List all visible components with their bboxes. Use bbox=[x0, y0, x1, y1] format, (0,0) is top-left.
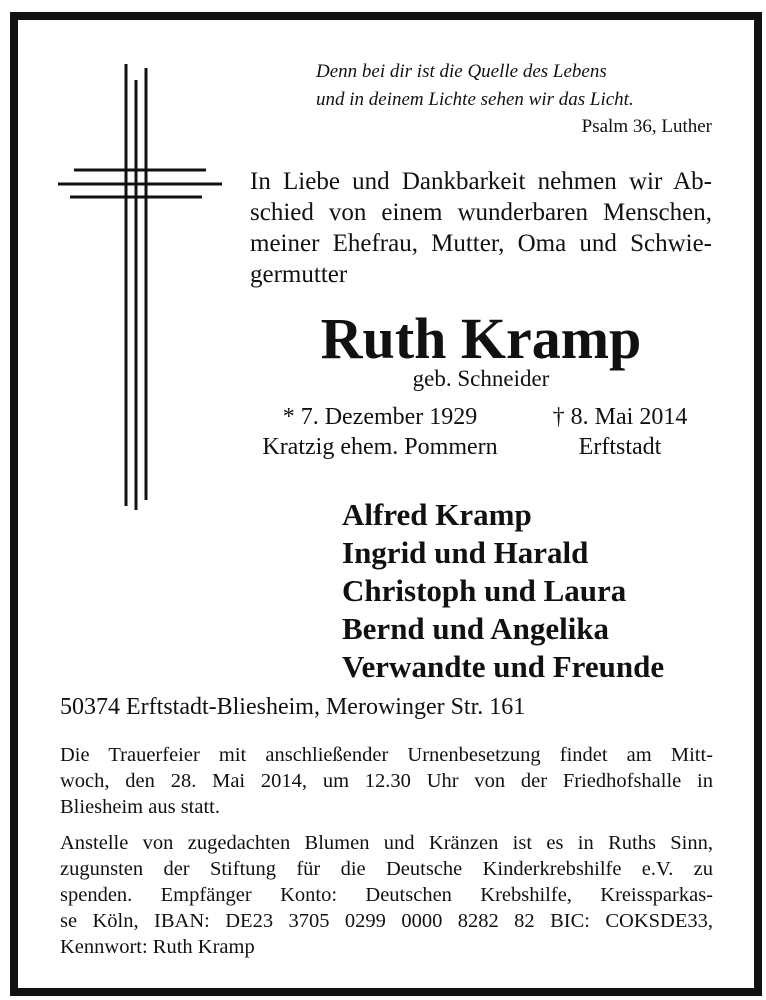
donation-notice bbox=[60, 830, 713, 960]
intro-line: germutter bbox=[250, 261, 348, 288]
mourner-name: Christoph und Laura bbox=[342, 573, 627, 608]
bible-verse bbox=[316, 58, 660, 114]
birth-date: * 7. Dezember 1929 bbox=[282, 404, 478, 430]
verse-line: Denn bei dir ist die Quelle des Lebens bbox=[316, 61, 607, 82]
death-place: Erftstadt bbox=[578, 434, 662, 460]
mourner-name: Verwandte und Freunde bbox=[342, 649, 665, 684]
donation-line: zugunsten der Stiftung für die Deutsche Kinderkrebshilfe e.V. zu bbox=[60, 858, 713, 880]
verse-source: Psalm 36, Luther bbox=[581, 116, 712, 137]
verse-line: und in deinem Lichte sehen wir das Licht. bbox=[316, 89, 634, 110]
intro-line: meiner Ehefrau, Mutter, Oma und Schwie- bbox=[250, 230, 712, 257]
intro-text bbox=[250, 166, 712, 290]
birth-place: Kratzig ehem. Pommern bbox=[262, 434, 498, 460]
mourner-name: Ingrid und Harald bbox=[342, 535, 589, 570]
donation-line: se Köln, IBAN: DE23 3705 0299 0000 8282 82 BIC: COKSDE33, bbox=[60, 910, 713, 932]
death-info bbox=[550, 402, 690, 462]
family-address: 50374 Erftstadt-Bliesheim, Merowinger Str. 161 bbox=[60, 694, 526, 720]
deceased-name: Ruth Kramp bbox=[320, 306, 642, 371]
mourner-name: Alfred Kramp bbox=[342, 497, 532, 532]
birth-info bbox=[250, 402, 510, 462]
donation-line: Anstelle von zugedachten Blumen und Kränzen ist es in Ruths Sinn, bbox=[60, 832, 713, 854]
funeral-line: Bliesheim aus statt. bbox=[60, 796, 220, 818]
donation-line: Kennwort: Ruth Kramp bbox=[60, 936, 255, 958]
funeral-line: Die Trauerfeier mit anschließender Urnenbesetzung findet am Mitt- bbox=[60, 744, 713, 766]
cross-icon bbox=[56, 58, 226, 518]
intro-line: schied von einem wunderbaren Menschen, bbox=[250, 199, 712, 226]
funeral-notice bbox=[60, 742, 713, 820]
intro-line: In Liebe und Dankbarkeit nehmen wir Ab- bbox=[250, 168, 712, 195]
maiden-name: geb. Schneider bbox=[412, 366, 550, 391]
funeral-line: woch, den 28. Mai 2014, um 12.30 Uhr von der Friedhofshalle in bbox=[60, 770, 713, 792]
mourners-list bbox=[342, 496, 664, 686]
donation-line: spenden. Empfänger Konto: Deutschen Krebshilfe, Kreissparkas- bbox=[60, 884, 713, 906]
death-date: † 8. Mai 2014 bbox=[552, 404, 688, 430]
mourner-name: Bernd und Angelika bbox=[342, 611, 610, 646]
